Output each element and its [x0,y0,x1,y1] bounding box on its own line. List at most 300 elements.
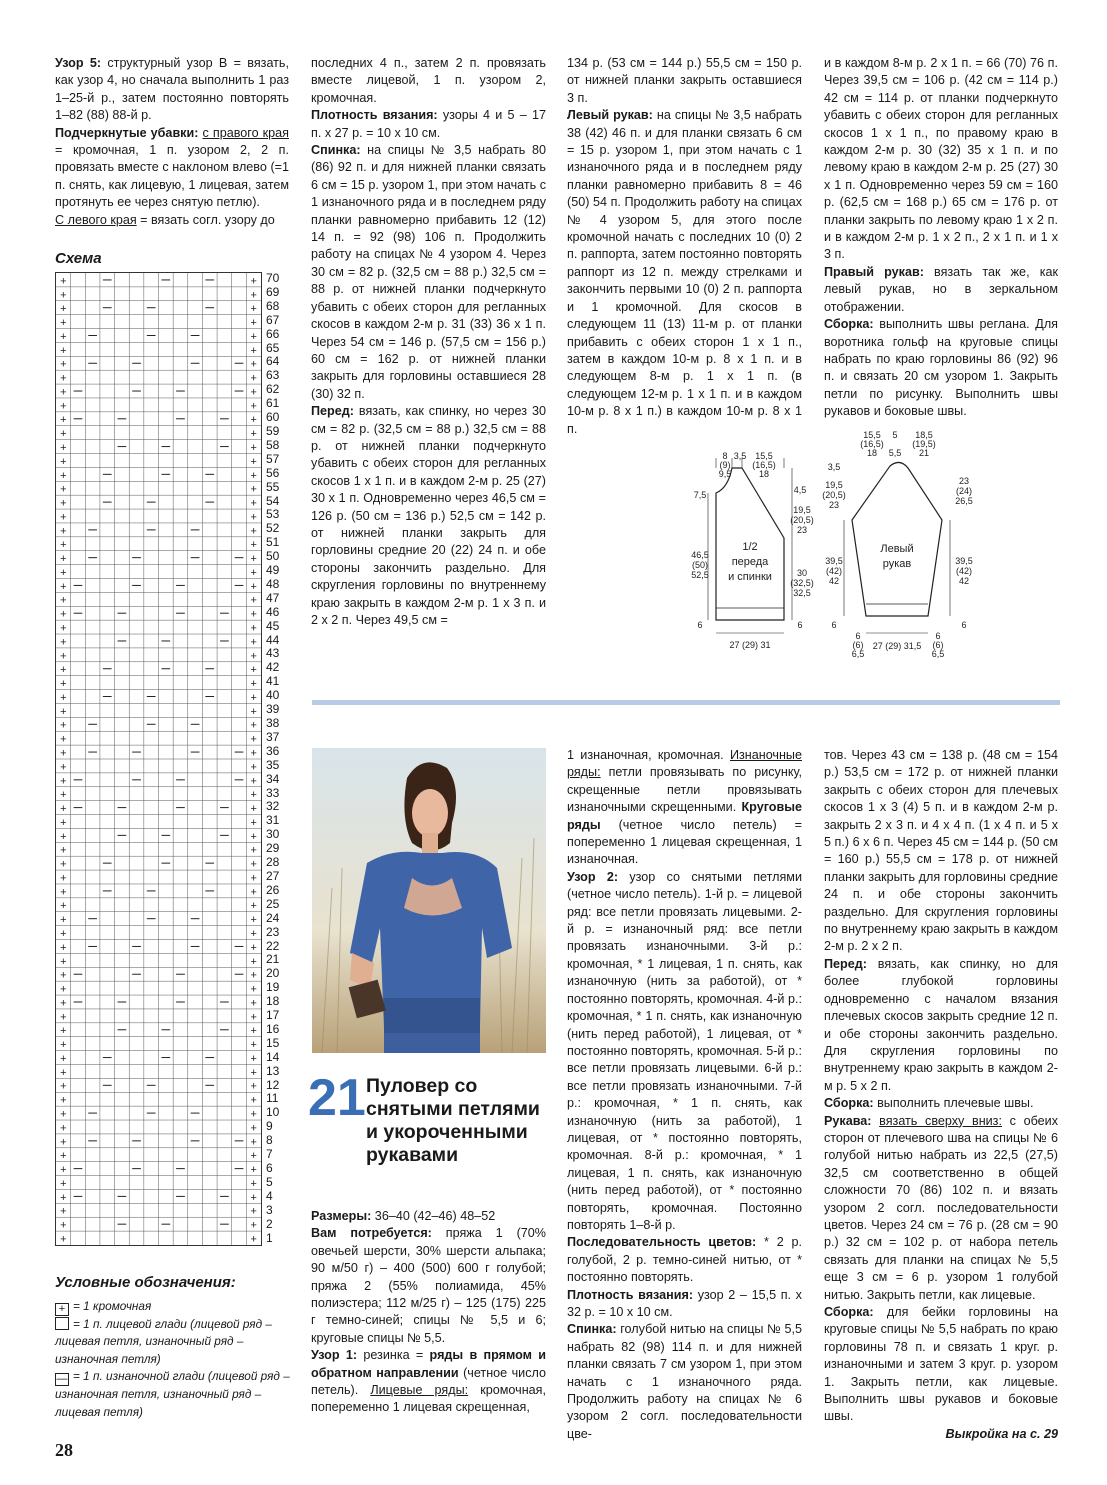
chart-row-number: 61 [266,396,280,411]
svg-text:+: + [250,816,257,829]
col4-text: и в каждом 8-м р. 2 х 1 п. = 66 (70) 76 п. Через 39,5 см = 106 р. (42 см = 114 р.) 42 см = 114 р. от планки подчеркнуто убавить с обеих сторон для регланных скосов 1 х 1 п., по правому краю в каждом 2-м р. 30 (32) 35 х 1 п. и по левому краю в каждом 2-м р. 25 (27) 30 х 1 п. Одновременно через 59 см = 160 р. (62,5 см = 168 р.) 65 см = 176 р. от планки закрыть по левому краю 1 х 2 п. и в каждом 2-м р. 1 х 2 п., 2 х 1 п. и 1 х 3 п. Правый рукав: вязать так же, как левый рукав, но в зеркальном отображении. Сборка: выполнить швы реглана. Для воротника гольф на круговые спицы набрать по краю горловины 86 (92) 96 п. и связать 20 см узором 1. Закрыть петли по рисунку. Выполнить швы рукавов и боковые швы. [824,56,1058,419]
chart-row-number: 1 [266,1230,273,1245]
chart-row-number: 40 [266,688,280,703]
svg-text:+: + [250,289,257,302]
chart-row-number: 41 [266,674,280,689]
svg-text:+: + [60,1066,67,1079]
chart-row-number: 24 [266,910,280,925]
chart-row-number: 11 [266,1091,279,1106]
purl-stitch-symbol: — [56,1373,68,1386]
svg-text:+: + [250,1233,257,1246]
svg-text:+: + [250,303,257,316]
svg-text:+: + [60,927,67,941]
col6-text: 1 изнаночная, кромочная. Изнаночные ряды: петли провязывать по рисунку, скрещенные петли провязывать изнаночными скрещенными. Круговые ряды (четное число петель) = попеременно 1 лицевая скрещенная, 1 изнаночная. Узор 2: узор со снятыми петлями (четное число петель). 1-й р. = лицевой ряд: все петли провязать лицевыми. 2-й р. = изнаночный ряд: все петли провязать изнаночными. 3-й р.: кромочная, * 1 лицевая, 1 п. снять, как изнаночную (нить за работой), от * постоянно повторять, кромочная. 4-й р.: кромочная, * 1 п. снять, как изнаночную (нить перед работой), 1 лицевая, от * постоянно повторять, кромочная. 5-й р.: все петли провязать лицевыми. 6-й р.: все петли провязать изнаночными. 7-й р.: кромочная, * 1 п. снять, как изнаночную (нить за работой), 1 лицевая, от * постоянно повторять, кромочная. 8-й р.: кромочная, * 1 лицевая, 1 п. снять, как изнаночную (нить перед работой), от * постоянно повторять, кромочная. Постоянно повторять 1–8-й р. Последовательность цветов: * 2 р. голубой, 2 р. темно-синей нитью, от * постоянно повторять. Плотность вязания: узор 2 – 15,5 п. х 32 р. = 10 х 10 см. Спинка: голубой нитью на спицы № 5,5 набрать 82 (98) 114 п. и для нижней планки связать 7 см узором 1, при этом начать с 1 изнаночного ряда. Продолжить работу на спицах № 6 узором 2 согл. последовательности цве- [567,748,803,1441]
col3-text: 134 р. (53 см = 144 р.) 55,5 см = 150 р. от нижней планки закрыть оставшиеся 3 п. Левый рукав: на спицы № 3,5 набрать 38 (42) 46 п. и для планки связать 6 см = 15 р. узором 1, при этом начать с 1 изнаночного ряда и в последнем ряду планки равномерно прибавить 8 = 46 (50) 54 п. Продолжить работу на спицах № 4 узором 5, для этого после кромочной начать с последних 10 (0) 2 п. раппорта, затем постоянно повторять раппорт из 12 п. между стрелками и закончить первыми 10 (0) 2 п. раппорта и 1 кромочной. Для скосов в следующем 11 (13) 11-м р. от планки прибавить с обеих сторон 1 х 1 п., затем в каждом 10-м р. 8 х 1 п. и в следующем 8-м р. 1 х 1 п. (в следующем 12-м р. 1 х 1 п. и в каждом 10-м р. 8 х 1 п.) в каждом 10-м р. 8 х 1 п. [567,56,802,436]
svg-text:+: + [250,608,257,621]
d1-r3: 30 [796,568,808,578]
svg-text:(6): (6) [932,640,944,650]
svg-text:+: + [60,511,67,524]
chart-row-number: 19 [266,980,280,995]
svg-text:+: + [250,678,257,691]
edge-stitch-symbol: + [55,1303,69,1316]
svg-text:+: + [250,858,257,871]
d2-b3: 6 [935,631,941,641]
front2-label: Перед: [824,956,867,971]
svg-text:+: + [60,1219,67,1232]
chart-row-number: 66 [266,326,280,341]
svg-text:+: + [60,580,67,593]
chart-row-number: 52 [266,521,280,536]
chart-row-number: 18 [266,994,280,1009]
svg-text:+: + [60,1136,67,1149]
svg-text:(42): (42) [825,566,843,576]
svg-text:+: + [250,1066,257,1079]
back2-label: Спинка: [567,1322,617,1337]
svg-text:+: + [60,650,67,663]
svg-text:+: + [60,789,67,802]
chart-row-number: 33 [266,785,280,800]
chart-row-number: 39 [266,702,280,717]
sleeve-pattern-diagram [818,428,978,663]
col1-text [55,55,289,229]
svg-text:+: + [250,900,257,913]
svg-text:+: + [60,761,67,774]
d1-top3: 15,5 [755,451,773,461]
svg-text:(9): (9) [719,460,731,470]
left-sleeve-label: Левый рукав: [567,108,653,123]
svg-text:+: + [60,886,67,899]
svg-text:+: + [250,622,257,635]
chart-row-number: 65 [266,340,280,355]
chart-row-number: 44 [266,632,280,647]
svg-text:+: + [250,1011,257,1024]
d2-b2: 27 (29) 31,5 [872,641,922,651]
svg-text:(16,5): (16,5) [752,460,776,470]
svg-text:+: + [60,830,67,843]
chart-row-number: 27 [266,868,280,883]
svg-text:+: + [250,927,257,941]
d1-r4: 6 [797,620,803,630]
svg-text:+: + [60,636,67,649]
chart-row-number: 20 [266,966,280,981]
chart-row-number: 14 [266,1049,280,1064]
project-number: 21 [308,1069,366,1127]
svg-text:+: + [250,1191,257,1204]
svg-text:+: + [60,1011,67,1024]
d2-t3: 18,5 [915,430,933,440]
d2-b1: 6 [855,631,861,641]
svg-text:+: + [250,1164,257,1177]
svg-text:+: + [250,886,257,899]
svg-text:+: + [60,1094,67,1107]
pattern1-label: Узор 1: [311,1348,358,1363]
svg-text:+: + [60,914,67,927]
svg-text:(19,5): (19,5) [912,439,936,449]
d2-label-2: рукав [882,558,912,570]
chart-row-number: 26 [266,882,280,897]
svg-text:26,5: 26,5 [955,496,973,506]
svg-text:(50): (50) [691,560,709,570]
chart-row-number: 50 [266,549,280,564]
d1-label-1: 1/2 [742,541,758,553]
svg-text:+: + [60,289,67,302]
svg-text:42: 42 [958,576,970,586]
chart-row-number: 62 [266,382,280,397]
knit-stitch-symbol [55,1317,69,1330]
svg-text:23: 23 [796,525,808,535]
svg-text:+: + [60,469,67,482]
svg-text:6,5: 6,5 [931,649,945,659]
svg-text:21: 21 [918,448,930,458]
col5-text: Размеры: 36–40 (42–46) 48–52 Вам потребуется: пряжа 1 (70% овечьей шерсти, 30% шерсти альпака; 90 м/50 г) – 400 (500) 600 г голубой; пряжа 2 (55% полиамида, 45% полиэстера; 112 м/25 г) – 125 (175) 225 г темно-синей; спицы № 5,5 и 6; круговые спицы № 5,5. Узор 1: резинка = ряды в прямом и обратном направлении (четное число петель). Лицевые ряды: кромочная, попеременно 1 лицевая скрещенная, [311,1209,546,1415]
d1-top2: 3,5 [733,451,747,461]
svg-text:+: + [250,539,257,552]
chart-row-number: 38 [266,716,280,730]
col7-text: тов. Через 43 см = 138 р. (48 см = 154 р.) 53,5 см = 172 р. от нижней планки закрыть с обеих сторон для плечевых скосов 1 х 3 (4) 5 п. и в каждом 2-м р. закрыть 2 х 3 п. и 4 х 4 п. (1 х 4 п. и 5 х 5 п.) 6 х 6 п. Через 45 см = 144 р. (50 см = 160 р.) 55,5 см = 178 р. от нижней планки закрыть для горловины средние 24 п. и обе стороны закончить раздельно. Для скругления горловины по внутреннему краю закрыть в каждом 2-м р. 2 х 2 п. Перед: вязать, как спинку, но для более глубокой горловины одновременно с началом вязания плечевых скосов закрыть средние 12 п. и обе стороны закончить раздельно. Для скругления горловины по внутреннему краю закрыть в каждом 2-м р. 5 х 2 п. Сборка: выполнить плечевые швы. Рукава: вязать сверху вниз: с обеих сторон от плечевого шва на спицы № 6 голубой нитью набрать из 22,5 (27,5) 32,5 см соответственно в общей сложности 70 (86) 102 п. и вязать узором 2 согл. последовательности цветов. Через 24 см = 76 р. (28 см = 90 р.) 32 см = 102 р. от набора петель связать для планки на спицах № 5,5 еще 3 см = 6 р. узором 1 голубой нитью. Закрыть петли, как лицевые. Сборка: для бейки горловины на круговые спицы № 5,5 набрать по краю горловины 78 п. и связать 1 круг. р. изнаночными и затем 3 круг. р. узором 1. Закрыть петли, как лицевые. Выполнить швы рукавов и боковые швы. Выкройка на с. 29 [824,747,1058,1443]
pattern5-label: Узор 5: [55,56,102,70]
svg-text:+: + [250,428,257,441]
svg-text:+: + [250,441,257,455]
chart-row-number: 34 [266,771,280,786]
svg-text:+: + [60,775,67,788]
svg-text:+: + [250,1136,257,1149]
svg-text:+: + [60,872,67,885]
legend-item-edge: + = 1 кромочная [55,1298,295,1316]
chart-row-number: 64 [266,354,280,369]
chart-row-number: 59 [266,423,280,438]
chart-row-number: 25 [266,896,280,911]
d2-r3: 6 [961,620,967,630]
chart-row-number: 21 [266,952,280,967]
col2-intro: последних 4 п., затем 2 п. провязать вместе лицевой, 1 п. узором 2, кромочная. [311,56,546,105]
svg-text:+: + [60,539,67,552]
decrease-label: Подчеркнутые убавки: [55,125,199,140]
svg-text:+: + [60,414,67,427]
svg-text:+: + [60,1052,67,1065]
svg-text:+: + [60,678,67,691]
svg-text:+: + [250,525,257,538]
svg-text:+: + [250,497,257,510]
svg-text:+: + [250,830,257,843]
chart-row-number: 49 [266,563,280,578]
d2-l1: 3,5 [827,462,841,472]
chart-row-number: 23 [266,924,280,939]
svg-text:+: + [60,622,67,635]
chart-row-number: 45 [266,618,280,633]
svg-text:6,5: 6,5 [851,649,865,659]
svg-text:(42): (42) [955,566,973,576]
right-sleeve-label: Правый рукав: [824,264,924,279]
svg-text:+: + [250,664,257,677]
svg-text:+: + [250,1039,257,1052]
d2-l4: 6 [831,620,837,630]
chart-row-number: 5 [266,1174,273,1189]
chart-row-number: 69 [266,284,280,299]
svg-text:+: + [250,1150,257,1163]
assembly-label: Сборка: [824,317,874,332]
chart-row-number: 3 [266,1202,273,1217]
svg-text:+: + [250,1122,257,1135]
svg-text:+: + [60,400,67,413]
svg-text:+: + [250,358,257,371]
svg-text:+: + [60,747,67,760]
svg-text:+: + [60,608,67,621]
svg-text:+: + [60,900,67,913]
svg-text:+: + [250,761,257,774]
svg-text:+: + [60,553,67,566]
svg-text:(32,5): (32,5) [790,578,814,588]
svg-text:+: + [250,997,257,1010]
chart-row-number: 63 [266,368,280,383]
d1-bottom: 27 (29) 31 [729,640,771,650]
pattern5-text: структурный узор В = вязать, как узор 4, но сначала выполнить 1 раз 1–25-й р., затем постоянно повторять 1–82 (88) 88-й р. [55,56,289,123]
svg-text:+: + [60,303,67,316]
chart-row-number: 6 [266,1161,273,1175]
svg-text:(24): (24) [955,486,973,496]
svg-text:+: + [250,1094,257,1107]
chart-row-number: 68 [266,298,280,313]
page-number: 28 [55,1440,73,1460]
svg-text:+: + [60,969,67,982]
svg-text:+: + [250,511,257,524]
chart-row-number: 48 [266,576,280,591]
chart-row-number: 8 [266,1133,273,1148]
svg-text:+: + [60,941,67,954]
svg-text:+: + [250,872,257,885]
d1-top1: 8 [722,451,728,461]
chart-row-number: 42 [266,660,280,675]
chart-row-number: 15 [266,1035,280,1050]
svg-text:+: + [60,566,67,579]
svg-text:+: + [60,317,67,330]
d1-label-2: переда [731,556,769,568]
svg-text:+: + [60,1191,67,1204]
svg-text:+: + [60,997,67,1010]
chart-row-number: 55 [266,479,280,494]
legend-item-purl: — = 1 п. изнаночной глади (лицевой ряд – изнаночная петля, изнаночный ряд – лицевая петля) [55,1369,290,1419]
knitting-chart [55,272,262,1246]
svg-text:+: + [250,691,257,704]
chart-row-number: 12 [266,1077,280,1092]
back-label: Спинка: [311,143,361,158]
d2-r1: 23 [958,476,970,486]
pattern-reference: Выкройка на с. 29 [945,1426,1058,1441]
sizes-label: Размеры: [311,1209,372,1223]
svg-text:+: + [60,497,67,510]
chart-row-number: 43 [266,646,280,661]
svg-text:+: + [60,525,67,538]
svg-text:+: + [250,566,257,579]
svg-text:+: + [250,775,257,788]
svg-text:+: + [60,1122,67,1135]
svg-text:+: + [60,358,67,371]
svg-text:+: + [60,330,67,343]
d1-l1: 7,5 [693,490,707,500]
chart-row-number: 13 [266,1063,280,1078]
svg-text:23: 23 [828,500,840,510]
svg-text:+: + [250,636,257,649]
d1-r1: 4,5 [793,485,807,495]
svg-text:+: + [250,330,257,343]
svg-text:+: + [60,428,67,441]
color-sequence-label: Последовательность цветов: [567,1235,757,1250]
chart-row-number: 67 [266,312,280,327]
svg-text:+: + [250,275,257,288]
svg-text:5,5: 5,5 [888,448,902,458]
svg-text:+: + [250,400,257,413]
svg-text:+: + [60,705,67,718]
svg-text:(20,5): (20,5) [790,515,814,525]
svg-text:+: + [250,483,257,496]
svg-text:+: + [250,1080,257,1093]
chart-row-number: 51 [266,535,280,550]
svg-text:+: + [60,594,67,607]
svg-text:52,5: 52,5 [691,570,709,580]
svg-text:+: + [60,664,67,677]
svg-text:+: + [250,983,257,996]
d1-l2: 46,5 [691,550,709,560]
svg-text:+: + [60,983,67,996]
chart-row-number: 10 [266,1105,280,1120]
svg-text:+: + [250,1219,257,1232]
left-edge-text: = вязать согл. узору до [136,212,275,227]
left-edge-label: С левого края [55,212,137,227]
svg-text:+: + [250,650,257,663]
svg-text:+: + [250,386,257,399]
legend-title: Условные обозначения: [55,1274,236,1291]
chart-row-number: 36 [266,743,280,758]
svg-text:+: + [250,1177,257,1190]
svg-text:+: + [60,691,67,704]
chart-row-number: 35 [266,757,280,772]
chart-row-numbers [266,272,292,1245]
svg-text:+: + [60,455,67,468]
svg-text:+: + [60,441,67,455]
col2-text: последних 4 п., затем 2 п. провязать вместе лицевой, 1 п. узором 2, кромочная. Плотность вязания: узоры 4 и 5 – 17 п. х 27 р. = 10 х 10 см. Спинка: на спицы № 3,5 набрать 80 (86) 92 п. и для нижней планки связать 6 см = 15 р. узором 1, при этом начать с 1 изнаночного ряда и в последнем ряду планки равномерно прибавить 12 (12) 14 п. = 92 (98) 106 п. Продолжить работу на спицах № 4 узором 4. Через 30 см = 82 р. (32,5 см = 88 р.) 32,5 см = 88 р. от нижней планки подчеркнуто убавить с обеих сторон для регланных скосов в каждом 2-м р. 31 (33) 36 х 1 п. Через 54 см = 146 р. (57,5 см = 156 р.) 60 см = 162 р. от нижней планки закрыть для горловины оставшиеся 28 (30) 32 п. Перед: вязать, как спинку, но через 30 см = 82 р. (32,5 см = 88 р.) 32,5 см = 88 р. от нижней планки подчеркнуто убавить с обеих сторон для регланных скосов 1 х 1 п. и в каждом 2-м р. 25 (27) 30 х 1 п. Одновременно через 46,5 см = 126 р. (50 см = 136 р.) 52,5 см = 142 р. от нижней планки закрыть для горловины средние 20 (22) 24 п. и обе стороны закончить раздельно. Для скругления горловины по внутреннему краю закрыть в каждом 2-м р. 1 х 3 п. и 2 х 2 п. Через 49,5 см = [311,56,546,627]
chart-row-number: 2 [266,1216,273,1231]
gauge2-label: Плотность вязания: [567,1287,694,1302]
chart-row-number: 60 [266,410,280,425]
d2-l2: 19,5 [825,480,843,490]
svg-text:+: + [250,594,257,607]
d1-label-3: и спинки [728,571,772,583]
svg-text:+: + [60,1177,67,1190]
svg-text:+: + [60,1025,67,1038]
chart-row-number: 37 [266,729,280,744]
chart-row-number: 47 [266,590,280,605]
chart-row-number: 16 [266,1021,280,1036]
materials-label: Вам потребуется: [311,1226,432,1241]
svg-text:+: + [250,414,257,427]
svg-text:+: + [60,372,67,385]
svg-text:+: + [60,1164,67,1177]
chart-row-number: 7 [266,1147,273,1162]
svg-text:+: + [60,483,67,496]
svg-text:+: + [60,816,67,829]
svg-text:+: + [60,1108,67,1121]
gauge-label: Плотность вязания: [311,108,438,123]
svg-text:+: + [250,719,257,732]
svg-text:+: + [250,455,257,468]
svg-text:+: + [250,914,257,927]
chart-row-number: 56 [266,465,280,480]
legend-item-knit: = 1 п. лицевой глади (лицевой ряд – лицевая петля, изнаночный ряд – изнаночная петля) [55,1316,272,1366]
model-photo [312,748,546,1053]
svg-text:+: + [60,803,67,816]
chart-row-number: 70 [266,271,280,285]
assembly2-label: Сборка: [824,1096,874,1111]
svg-text:+: + [250,580,257,593]
svg-text:+: + [250,469,257,482]
svg-text:(20,5): (20,5) [822,490,846,500]
svg-text:+: + [60,719,67,732]
right-edge-label: с правого края [202,125,289,140]
svg-text:+: + [250,1205,257,1218]
front-label: Перед: [311,404,354,419]
chart-row-number: 32 [266,799,280,814]
sleeves-label: Рукава: [824,1113,872,1128]
front-back-pattern-diagram [680,448,820,663]
svg-text:+: + [60,386,67,399]
chart-row-number: 9 [266,1119,273,1134]
legend [55,1274,295,1422]
pattern2-label: Узор 2: [567,869,619,884]
chart-row-number: 29 [266,841,280,856]
svg-text:+: + [250,747,257,760]
d1-l3: 6 [697,620,703,630]
svg-text:18: 18 [758,469,770,479]
svg-text:+: + [250,1108,257,1121]
svg-text:(16,5): (16,5) [860,439,884,449]
decrease-text: = кромочная, 1 п. узором 2, 2 п. провязать вместе с наклоном влево (=1 п. снять, как лицевую, 1 лицевая, затем протянуть ее через снятую петлю). [55,143,289,210]
svg-text:+: + [60,733,67,746]
schema-title: Схема [55,250,102,267]
chart-row-number: 46 [266,604,280,619]
svg-text:+: + [60,858,67,871]
svg-text:+: + [250,1052,257,1065]
svg-text:+: + [250,733,257,746]
d2-t2: 5 [892,430,898,440]
svg-text:+: + [250,553,257,566]
svg-text:+: + [250,317,257,330]
svg-text:+: + [250,789,257,802]
chart-row-number: 31 [266,813,280,828]
svg-text:+: + [250,372,257,385]
chart-row-number: 17 [266,1008,280,1023]
chart-row-number: 54 [266,493,280,508]
chart-row-number: 57 [266,451,280,466]
svg-text:+: + [250,969,257,982]
svg-text:+: + [60,1205,67,1218]
svg-text:+: + [250,1025,257,1038]
chart-row-number: 28 [266,855,280,870]
svg-text:+: + [250,955,257,968]
d2-t1: 15,5 [863,430,881,440]
svg-text:+: + [250,705,257,718]
section-divider [312,700,1060,705]
svg-text:(6): (6) [852,640,864,650]
d1-r2: 19,5 [793,505,811,515]
d2-r2: 39,5 [955,556,973,566]
svg-text:+: + [250,344,257,357]
chart-row-number: 58 [266,437,280,452]
svg-text:+: + [60,1080,67,1093]
project-title: Пуловер со снятыми петлями и укороченными рукавами [366,1075,540,1166]
svg-text:+: + [60,844,67,857]
svg-text:+: + [60,344,67,357]
svg-text:+: + [60,275,67,288]
svg-text:42: 42 [828,576,840,586]
